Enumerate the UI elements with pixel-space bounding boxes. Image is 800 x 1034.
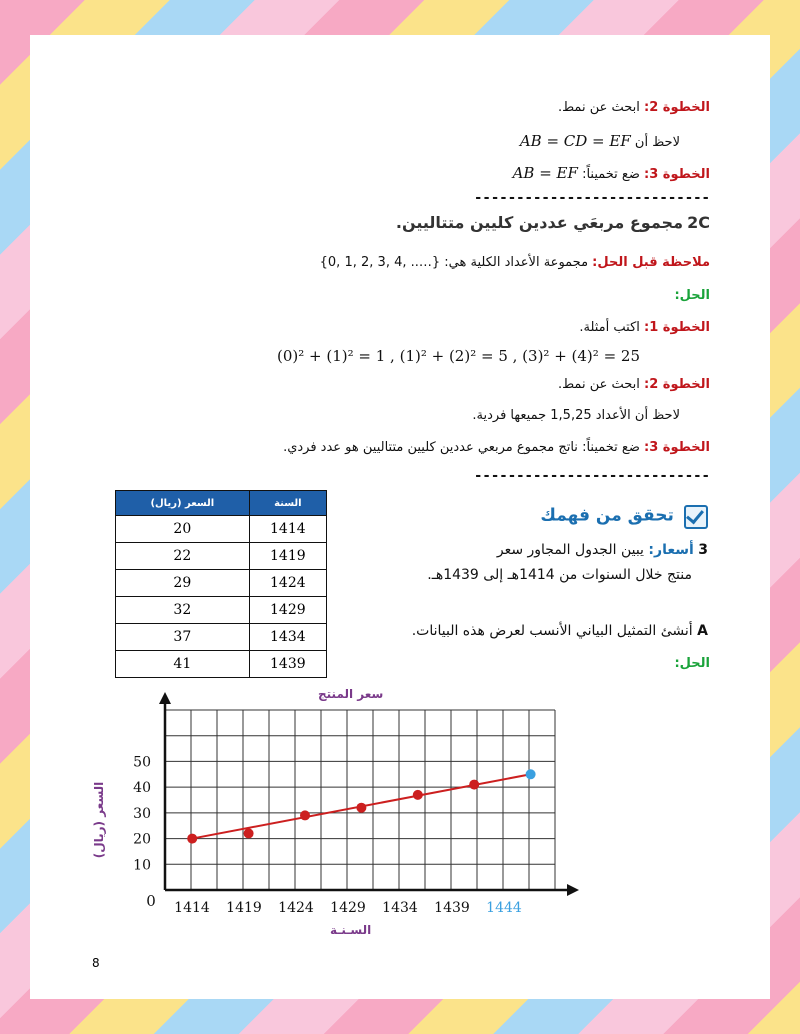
solution-label: الحل:: [674, 288, 710, 303]
qA-line: [412, 623, 708, 639]
prenote-label: ملاحظة قبل الحل:: [592, 255, 710, 270]
b-note-line: [472, 408, 680, 423]
step3-line: [513, 164, 710, 182]
table-row: [116, 624, 327, 651]
solution-label-line: [674, 288, 710, 303]
worksheet-page: [30, 35, 770, 999]
prenote-line: [320, 255, 710, 270]
page-number: 8: [92, 956, 100, 970]
y-tick-label: 40: [133, 780, 151, 797]
b-step1-label: الخطوة 1:: [644, 320, 710, 335]
price-cell: 29: [116, 570, 250, 597]
q3-number: 3: [698, 542, 708, 558]
year-cell: 1434: [249, 624, 326, 651]
solution2-line: [674, 656, 710, 671]
qA-text: أنشئ التمثيل البياني الأنسب لعرض هذه البيانات.: [411, 623, 693, 639]
step2-line: [558, 100, 710, 115]
predicted-point: [526, 769, 536, 779]
table-header-row: [116, 491, 327, 516]
data-point: [244, 828, 254, 838]
price-table: [115, 490, 327, 678]
heading-2c-num: 2C: [687, 213, 710, 232]
q3-text2: منتج خلال السنوات من 1414هـ إلى 1439هـ.: [427, 567, 692, 583]
x-axis-arrow: [567, 884, 579, 896]
step3-text: ضع تخميناً:: [582, 167, 640, 182]
data-point: [300, 810, 310, 820]
b-step2-label: الخطوة 2:: [644, 377, 710, 392]
year-cell: 1439: [249, 651, 326, 678]
data-point: [413, 790, 423, 800]
x-tick-label: 1424: [278, 900, 314, 916]
q3-line1: [497, 542, 708, 558]
table-row: [116, 570, 327, 597]
table-row: [116, 516, 327, 543]
year-cell: 1424: [249, 570, 326, 597]
prenote-text: مجموعة الأعداد الكلية هي: {….. ,4 ,3 ,2 ,1 ,0}: [319, 255, 589, 270]
b-step3-line: [283, 440, 710, 455]
header-year: السنة: [249, 491, 326, 516]
y-tick-label: 20: [133, 831, 151, 848]
step3-label: الخطوة 3:: [644, 167, 710, 182]
b-step3-label: الخطوة 3:: [644, 440, 710, 455]
x-tick-label: 1444: [486, 900, 522, 916]
x-tick-label: 1439: [434, 900, 470, 916]
year-cell: 1419: [249, 543, 326, 570]
examples-equation-line: [277, 347, 640, 365]
heading-2c: [396, 213, 710, 232]
solution2-label: الحل:: [674, 656, 710, 671]
y-axis-label: السعر (ريال): [92, 781, 106, 859]
equation-ab-ef: AB = EF: [512, 164, 578, 182]
y-tick-label: 50: [133, 754, 151, 771]
b-step1-text: اكتب أمثلة.: [579, 320, 640, 335]
table-row: [116, 597, 327, 624]
y-tick-label: 30: [133, 805, 151, 822]
note-text: لاحظ أن: [634, 135, 680, 150]
table-row: [116, 651, 327, 678]
b-step3-text: ضع تخميناً: ناتج مجموع مربعي عددين كليين متتاليين هو عدد فردي.: [283, 440, 640, 455]
price-cell: 37: [116, 624, 250, 651]
check-heading: تحقق من فهمك: [540, 505, 674, 526]
line-chart: [75, 700, 595, 940]
check-heading-line: [540, 505, 708, 529]
data-point: [356, 803, 366, 813]
q3-label: أسعار:: [648, 542, 694, 558]
note-line: [520, 132, 680, 150]
data-point: [469, 780, 479, 790]
price-cell: 41: [116, 651, 250, 678]
year-cell: 1414: [249, 516, 326, 543]
header-price: السعر (ريال): [116, 491, 250, 516]
table-row: [116, 543, 327, 570]
x-tick-label: 1429: [330, 900, 366, 916]
b-step2-text: ابحث عن نمط.: [557, 377, 640, 392]
chart-title: سعر المنتج: [318, 687, 384, 701]
x-tick-label: 1414: [174, 900, 210, 916]
price-cell: 22: [116, 543, 250, 570]
q3-line2: [427, 567, 692, 583]
checkbox-checked-icon: [684, 505, 708, 529]
y-tick-label: 10: [133, 857, 151, 874]
x-tick-label: 1434: [382, 900, 418, 916]
qA-label: A: [697, 623, 708, 639]
separator-2: ----------------------------: [473, 468, 710, 484]
price-cell: 32: [116, 597, 250, 624]
step2-text: ابحث عن نمط.: [557, 100, 640, 115]
b-step1-line: [579, 320, 710, 335]
heading-2c-text: مجموع مربعَي عددين كليين متتاليين.: [395, 213, 683, 232]
price-cell: 20: [116, 516, 250, 543]
b-step2-line: [558, 377, 710, 392]
separator: ----------------------------: [473, 190, 710, 206]
examples-equation: (0)² + (1)² = 1 , (1)² + (2)² = 5 , (3)² + (4)² = 25: [277, 347, 640, 365]
year-cell: 1429: [249, 597, 326, 624]
q3-text1: يبين الجدول المجاور سعر: [496, 542, 644, 558]
b-note-text: لاحظ أن الأعداد 1,5,25 جميعها فردية.: [472, 408, 680, 423]
step2-label: الخطوة 2:: [644, 100, 710, 115]
data-point: [187, 834, 197, 844]
origin-label: 0: [146, 892, 156, 910]
chart-xlabel: السـنـة: [330, 923, 372, 937]
x-tick-label: 1419: [226, 900, 262, 916]
y-axis-arrow: [159, 692, 171, 704]
equation-ab-cd-ef: AB = CD = EF: [519, 132, 631, 150]
